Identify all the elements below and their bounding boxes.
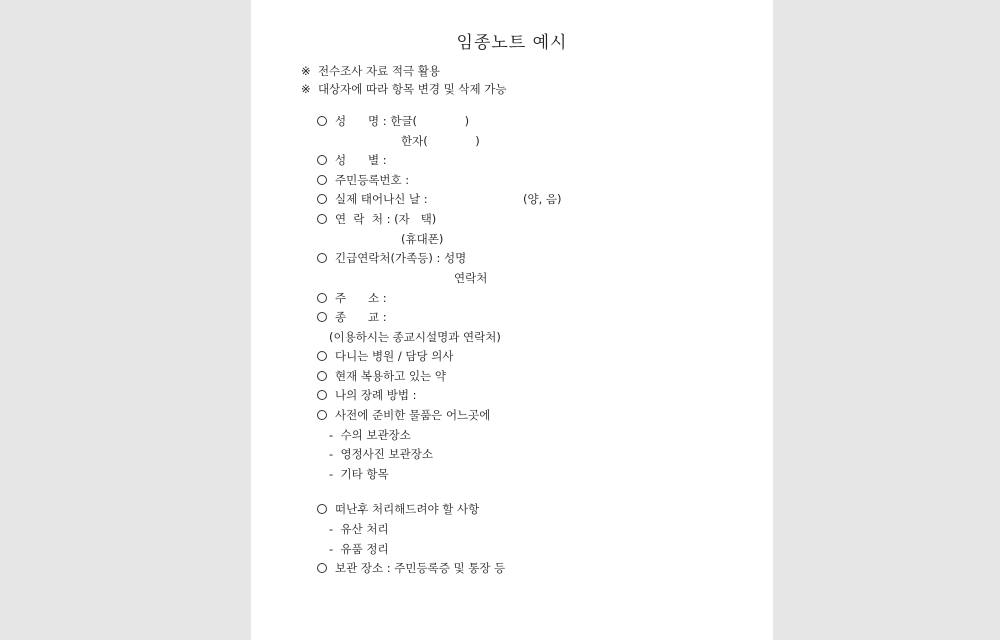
item-religion: 종 교 : [317,309,387,325]
item-resident-number: 주민등록번호 : [317,172,409,188]
document-title: 임종노트 예시 [456,33,568,53]
circle-bullet-icon [317,371,327,381]
item-contact-mobile: (휴대폰) [401,232,444,246]
circle-bullet-icon [317,390,327,400]
item-gender: 성 별 : [317,152,387,168]
circle-bullet-icon [317,410,327,420]
sub-item: - 유품 정리 [329,542,389,556]
circle-bullet-icon [317,312,327,322]
circle-bullet-icon [317,293,327,303]
circle-bullet-icon [317,351,327,361]
sub-item: - 기타 항목 [329,467,389,481]
sub-item: - 영정사진 보관장소 [329,447,433,461]
circle-bullet-icon [317,175,327,185]
circle-bullet-icon [317,214,327,224]
sub-item: - 유산 처리 [329,522,389,536]
circle-bullet-icon [317,253,327,263]
circle-bullet-icon [317,194,327,204]
item-emergency-contact-phone: 연락처 [454,271,488,285]
item-name-hanja: 한자( ) [401,134,480,148]
circle-bullet-icon [317,563,327,573]
item-birthday-calendar: (양, 음) [523,192,562,206]
item-address: 주 소 : [317,290,387,306]
item-storage: 보관 장소 : 주민등록증 및 통장 등 [317,560,505,576]
item-birthday: 실제 태어나신 날 : [317,191,428,207]
sub-item: - 수의 보관장소 [329,428,411,442]
circle-bullet-icon [317,155,327,165]
item-contact: 연 락 처 : (자 택) [317,211,436,227]
circle-bullet-icon [317,504,327,514]
item-prepared-items: 사전에 준비한 물품은 어느곳에 [317,407,490,423]
note-line: ※ 대상자에 따라 항목 변경 및 삭제 가능 [301,82,507,96]
item-religion-note: (이용하시는 종교시설명과 연락처) [329,330,501,344]
item-after-death: 떠난후 처리해드려야 할 사항 [317,501,479,517]
item-funeral: 나의 장례 방법 : [317,387,417,403]
note-line: ※ 전수조사 자료 적극 활용 [301,64,441,78]
circle-bullet-icon [317,116,327,126]
item-name: 성 명 : 한글( ) [317,113,469,129]
item-hospital: 다니는 병원 / 담당 의사 [317,348,453,364]
document-page [251,0,773,640]
item-emergency-contact: 긴급연락처(가족등) : 성명 [317,250,466,266]
item-medication: 현재 복용하고 있는 약 [317,368,446,384]
